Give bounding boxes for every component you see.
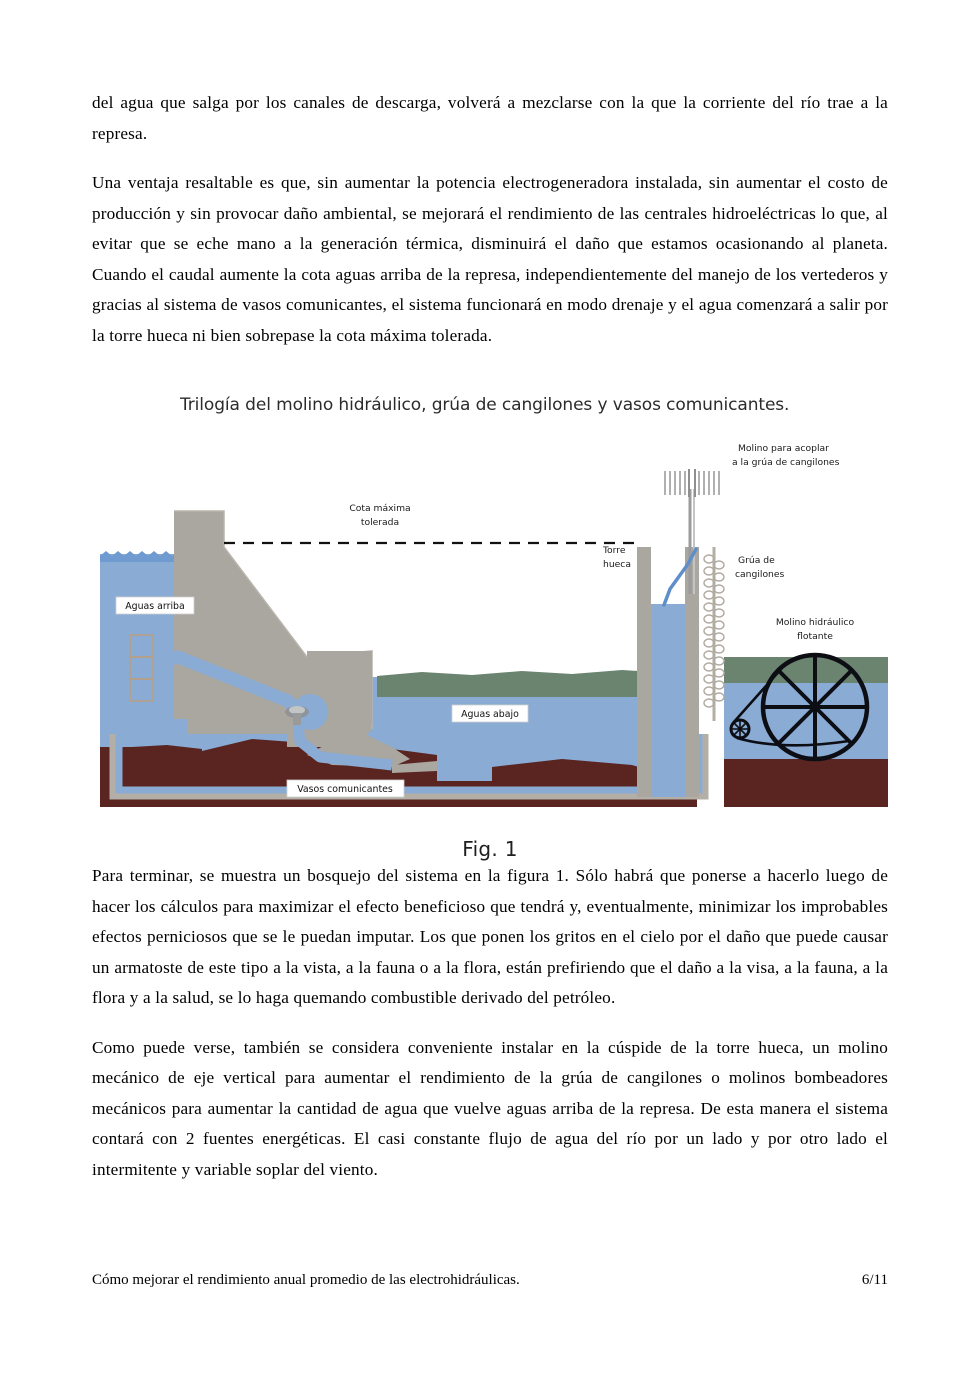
- footer-title: Cómo mejorar el rendimiento anual promedio de las electrohidráulicas.: [92, 1272, 520, 1288]
- hollow-tower-left-wall: [637, 547, 651, 797]
- label-grua-line1: Grúa de: [738, 555, 775, 566]
- label-box-aguas-arriba: [116, 597, 194, 614]
- paragraph-2: Una ventaja resaltable es que, sin aumentar la potencia electrogeneradora instalada, sin aumentar el costo de producción y sin provocar daño ambiental, se mejorará el rendimiento de las centrales hidroeléctricas lo que, al evitar que se eche mano a la generación térmica, disminuirá el daño que estamos ocasionando al planeta. Cuando el caudal aumente la cota aguas arriba de la represa, independientemente del manejo de los vertederos y gracias al sistema de vasos comunicantes, el sistema funcionará en modo drenaje y el agua comenzará a salir por la torre hueca ni bien sobrepase la cota máxima tolerada.: [92, 173, 888, 345]
- label-box-vasos-comunicantes: [287, 780, 404, 797]
- figure-canvas: [92, 429, 888, 819]
- label-cota-maxima: Cota máxima: [349, 503, 411, 514]
- bedrock-right: [724, 759, 888, 807]
- turbine-shaft: [293, 713, 301, 725]
- label-vasos-comunicantes: Vasos comunicantes: [297, 784, 393, 795]
- windmill-hub-right: [694, 469, 696, 497]
- label-molino-acoplar-line1: Molino para acoplar: [738, 443, 829, 454]
- bedrock-left-mound: [132, 745, 202, 781]
- label-molino-acoplar-line2: a la grúa de cangilones: [732, 457, 840, 468]
- label-torre: Torre: [603, 545, 626, 556]
- paragraph-1: del agua que salga por los canales de descarga, volverá a mezclarse con la que la corriente del río trae a la represa.: [92, 93, 888, 143]
- footer-page-number: 6/11: [861, 1272, 888, 1288]
- figure-1: [92, 395, 888, 861]
- document-content: [92, 88, 888, 1185]
- dam-system-diagram: [92, 429, 888, 819]
- page-footer: [92, 1272, 888, 1289]
- figure-title: Trilogía del molino hidráulico, grúa de cangilones y vasos comunicantes.: [180, 395, 790, 415]
- label-molino-hidraulico-line2: flotante: [797, 631, 833, 642]
- label-aguas-arriba: Aguas arriba: [125, 601, 185, 612]
- label-aguas-abajo: Aguas abajo: [461, 709, 519, 720]
- windmill-hub-left: [688, 469, 690, 497]
- label-grua-line2: cangilones: [735, 569, 785, 580]
- label-box-aguas-abajo: [452, 705, 528, 722]
- label-tolerada: tolerada: [360, 517, 400, 528]
- hollow-tower-water: [651, 604, 685, 797]
- hollow-tower-right-wall: [685, 547, 699, 797]
- figure-caption: Fig. 1: [462, 837, 518, 861]
- turbine-hub: [289, 706, 305, 714]
- label-molino-hidraulico-line1: Molino hidráulico: [775, 617, 855, 628]
- paragraph-4: Como puede verse, también se considera conveniente instalar en la cúspide de la torre hueca, un molino mecánico de eje vertical para aumentar el rendimiento de la grúa de cangilones o molinos bombeadores mecánicos para aumentar la cantidad de agua que vuelve aguas arriba de la represa. De esta manera el sistema contará con 2 fuentes energéticas. El casi constante flujo de agua del río por un lado y por otro lado el intermitente y variable soplar del viento.: [92, 1037, 888, 1179]
- paragraph-3: Para terminar, se muestra un bosquejo del sistema en la figura 1. Sólo habrá que ponerse a hacerlo luego de hacer los cálculos para maximizar el efecto beneficioso que tendrá y, eventualmente, minimizar los improbables efectos perniciosos que se le puedan imputar. Los que ponen los gritos en el cielo por el daño que puede causar un armatoste de este tipo a la vista, a la fauna o a la flora, están prefiriendo que el daño a la visa, a la fauna, a la flora y a la salud, se lo haga quemando combustible derivado del petróleo.: [92, 866, 888, 1007]
- label-hueca: hueca: [603, 559, 631, 570]
- intake-mouth: [152, 659, 170, 665]
